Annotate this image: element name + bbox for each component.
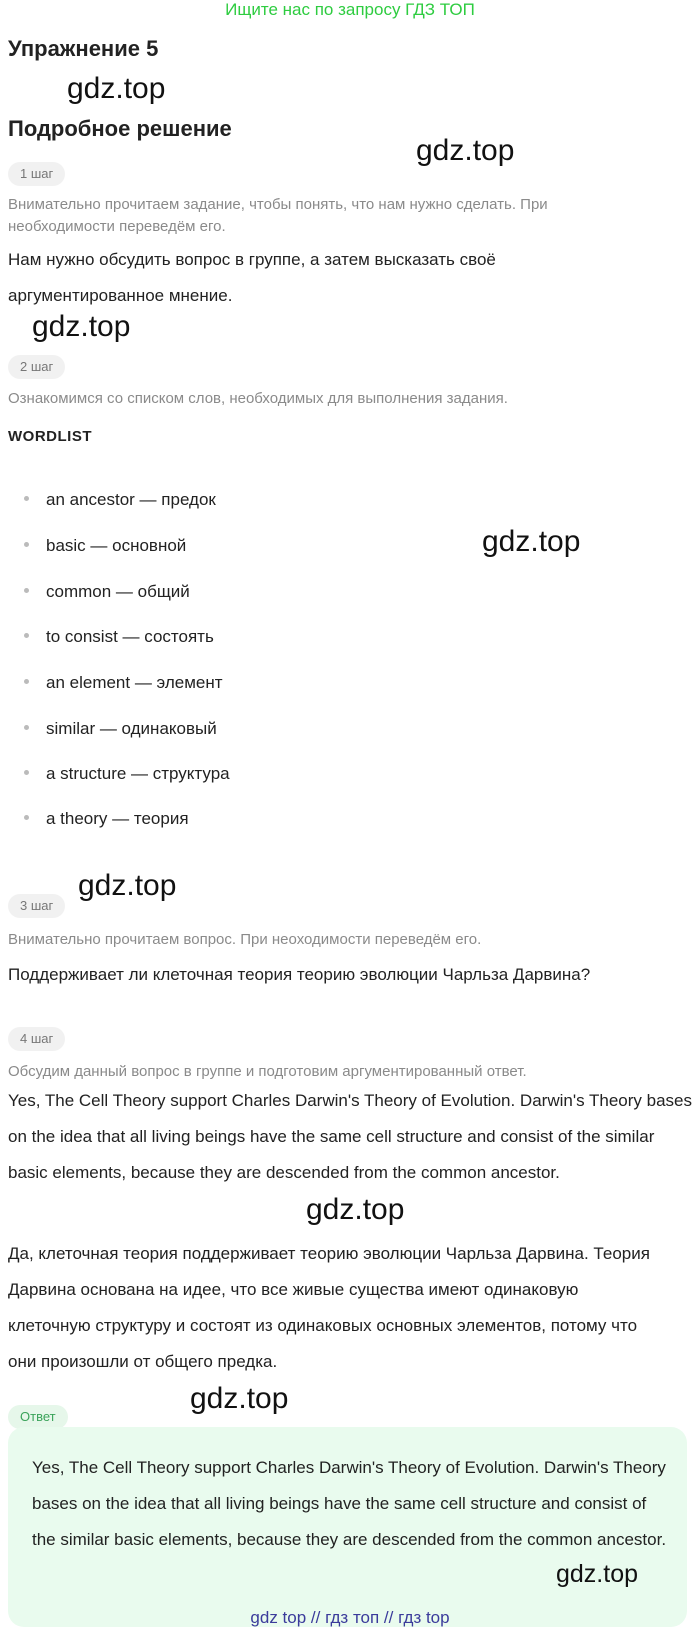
watermark: gdz.top (78, 869, 177, 902)
bullet-icon (24, 770, 29, 775)
page-title: Упражнение 5 (8, 36, 159, 61)
step-text-russian: Да, клеточная теория поддерживает теорию эволюции Чарльза Дарвина. Теория Дарвина основана на идее, что все живые существа имеют одинаковую клеточную структуру и состоят из одинаковых основных элементов, потому что они произошли от общего предка. (8, 1244, 650, 1371)
step-hint: Обсудим данный вопрос в группе и подготовим аргументированный ответ. (8, 1063, 527, 1080)
bullet-icon (24, 679, 29, 684)
search-banner: Ищите нас по запросу ГДЗ ТОП (225, 0, 475, 19)
step-badge: 3 шаг (8, 894, 65, 918)
list-item: basic — основной (24, 535, 186, 557)
list-item: a structure — структура (24, 763, 230, 785)
list-item: an ancestor — предок (24, 489, 216, 511)
wordlist-heading: WORDLIST (8, 428, 92, 445)
step-hint: Внимательно прочитаем задание, чтобы понять, что нам нужно сделать. При необходимости переведём его. (8, 196, 548, 235)
footer-links[interactable]: gdz top // гдз топ // гдз top (250, 1608, 450, 1627)
list-item: to consist — состоять (24, 626, 214, 648)
list-item: similar — одинаковый (24, 718, 217, 740)
watermark: gdz.top (306, 1193, 405, 1226)
list-item: an element — элемент (24, 672, 223, 694)
step-text: Нам нужно обсудить вопрос в группе, а затем высказать своё аргументированное мнение. (8, 250, 496, 305)
bullet-icon (24, 588, 29, 593)
bullet-icon (24, 633, 29, 638)
list-item: a theory — теория (24, 808, 189, 830)
bullet-icon (24, 496, 29, 501)
watermark: gdz.top (556, 1560, 639, 1588)
bullet-icon (24, 815, 29, 820)
watermark: gdz.top (67, 72, 166, 105)
step-text: Поддерживает ли клеточная теория теорию эволюции Чарльза Дарвина? (8, 965, 591, 984)
answer-text: Yes, The Cell Theory support Charles Darwin's Theory of Evolution. Darwin's Theory bases on the idea that all living beings have the same cell structure and consist of the similar basic elements, because they are descended from the common ancestor. (32, 1458, 667, 1549)
watermark: gdz.top (32, 310, 131, 343)
bullet-icon (24, 542, 29, 547)
watermark: gdz.top (482, 525, 581, 558)
bullet-icon (24, 725, 29, 730)
list-item: common — общий (24, 581, 190, 603)
step-badge: 2 шаг (8, 355, 65, 379)
step-hint: Внимательно прочитаем вопрос. При неоходимости переведём его. (8, 931, 482, 948)
step-badge: 1 шаг (8, 162, 65, 186)
watermark: gdz.top (190, 1382, 289, 1415)
step-badge: 4 шаг (8, 1027, 65, 1051)
step-text-english: Yes, The Cell Theory support Charles Darwin's Theory of Evolution. Darwin's Theory bases on the idea that all living beings have the same cell structure and consist of the similar basic elements, because they are descended from the common ancestor. (8, 1091, 692, 1182)
section-title: Подробное решение (8, 116, 232, 141)
answer-badge: Ответ (8, 1405, 68, 1429)
watermark: gdz.top (416, 134, 515, 167)
step-hint: Ознакомимся со списком слов, необходимых для выполнения задания. (8, 390, 508, 407)
